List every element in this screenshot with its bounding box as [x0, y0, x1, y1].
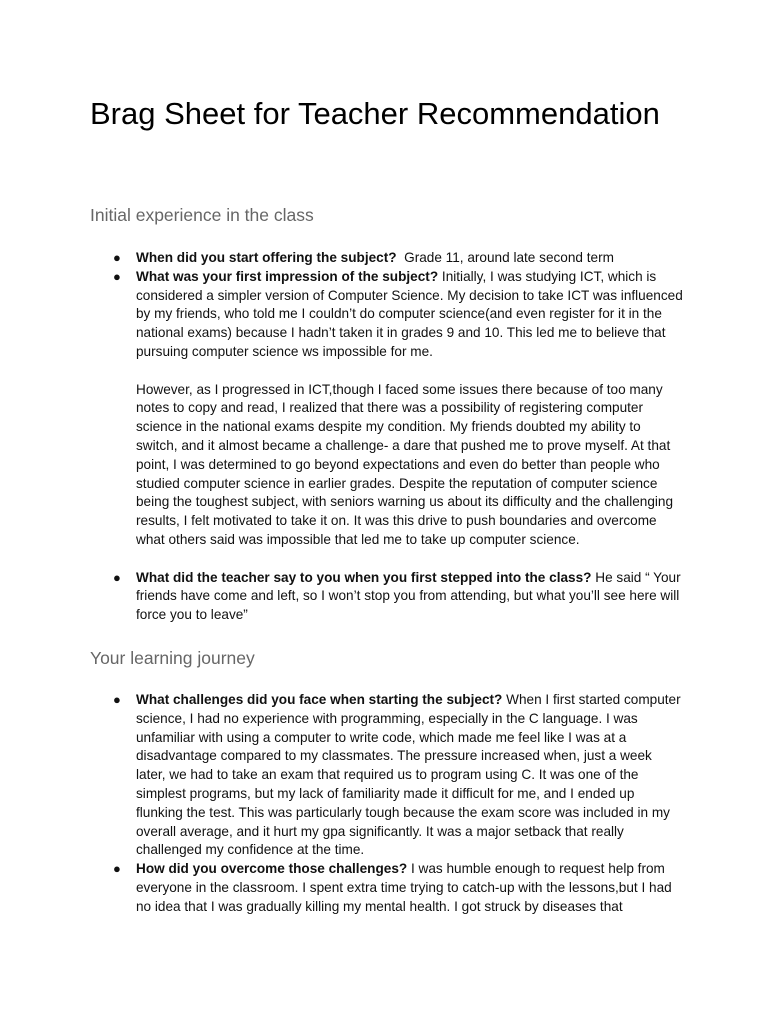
question-answer [136, 691, 684, 860]
list-item [113, 860, 684, 916]
question-answer [136, 249, 684, 268]
question-text: What did the teacher say to you when you first stepped into the class? [136, 569, 592, 585]
bullet-icon: ● [113, 250, 121, 265]
question-list-initial-experience [113, 249, 684, 625]
section-heading-initial-experience: Initial experience in the class [90, 205, 314, 225]
list-item [113, 691, 684, 860]
bullet-icon: ● [113, 268, 121, 284]
answer-text: Grade 11, around late second term [404, 250, 614, 265]
bullet-icon: ● [113, 692, 121, 707]
list-item [113, 268, 684, 550]
question-answer [136, 860, 684, 916]
bullet-icon: ● [113, 569, 121, 585]
answer-text: When I first started computer science, I had no experience with programming, especially in the C language. I was unfamiliar with using a computer to write code, which made me feel like I was at a disadvantage compared to my classmates. The pressure increased when, just a week later, we had to take an exam that required us to program using C. It was one of the simplest programs, but my lack of familiarity made it difficult for me, and I ended up flunking the test. This was particularly tough because the exam score was included in my overall average, and it hurt my gpa significantly. It was a major setback that really challenged my confidence at the time. [136, 692, 681, 858]
question-answer [136, 569, 684, 625]
answer-text: He said “ Your friends have come and left, so I won’t stop you from attending, but what you’ll see here will force you to leave” [136, 569, 681, 623]
bullet-icon: ● [113, 861, 121, 877]
question-text: What challenges did you face when starting the subject? [136, 692, 503, 707]
question-answer [136, 268, 684, 362]
answer-continuation: However, as I progressed in ICT,though I faced some issues there because of too many notes to copy and read, I realized that there was a possibility of registering computer science in the national exams despite my condition. My friends doubted my ability to switch, and it almost became a challenge- a dare that pushed me to prove myself. At that point, I was determined to go beyond expectations and even do better than people who studied computer science in earlier grades. Despite the reputation of computer science being the toughest subject, with seniors warning us about its difficulty and the challenging results, I felt motivated to take it on. It was this drive to push boundaries and overcome what others said was impossible that led me to take up computer science. [136, 381, 674, 547]
question-text: What was your first impression of the subject? [136, 268, 439, 284]
answer-text: Initially, I was studying ICT, which is considered a simpler version of Computer Science. My decision to take ICT was influenced by my friends, who told me I couldn’t do computer science(and even register for it in the national exams) because I hadn’t taken it in grades 9 and 10. This led me to believe that pursuing computer science ws impossible for me. [136, 268, 683, 359]
section-heading-learning-journey: Your learning journey [90, 648, 255, 668]
question-text: When did you start offering the subject? [136, 250, 397, 265]
answer-text: I was humble enough to request help from everyone in the classroom. I spent extra time trying to catch-up with the lessons,but I had no idea that I was gradually killing my mental health. I got struck by diseases that [136, 861, 672, 914]
list-item [113, 249, 684, 268]
list-item [113, 569, 684, 625]
question-text: How did you overcome those challenges? [136, 861, 408, 877]
question-list-learning-journey [113, 691, 684, 917]
page-title: Brag Sheet for Teacher Recommendation [90, 96, 660, 131]
